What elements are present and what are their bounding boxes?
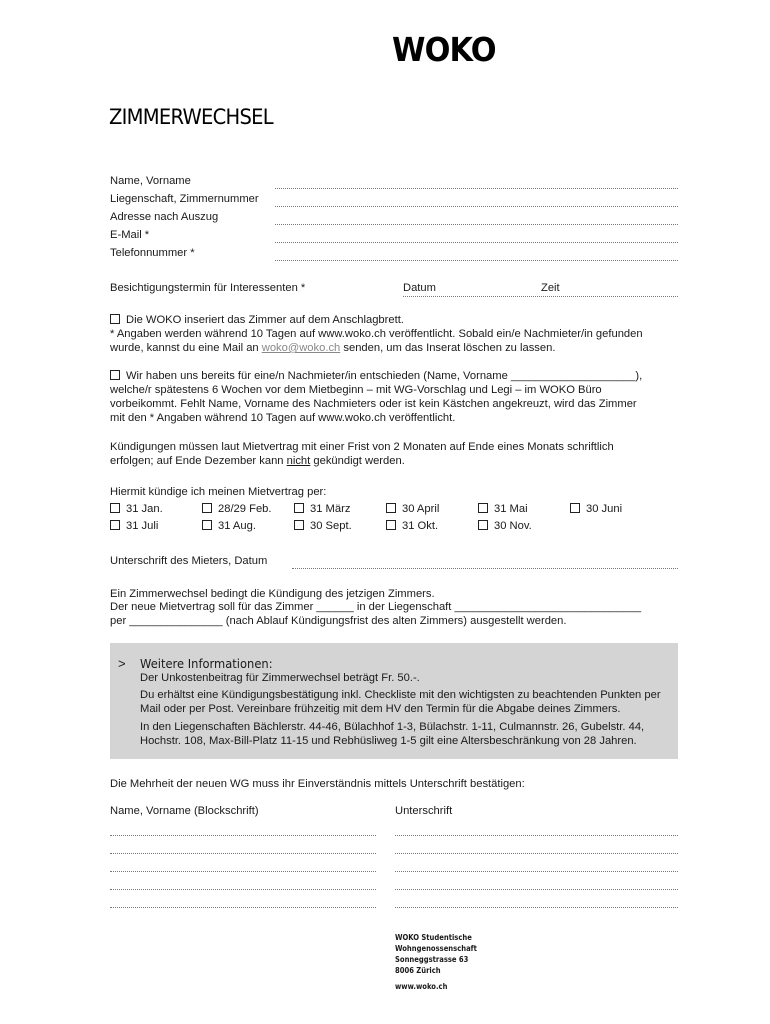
- arrow-icon: >: [118, 656, 126, 671]
- change-line2: Der neue Mietvertrag soll für das Zimmer ______ in der Liegenschaft ______________________________: [110, 601, 642, 613]
- roommate-name-line[interactable]: [110, 907, 376, 908]
- info-age-limit: In den Liegenschaften Bächlerstr. 44-46, Bülachhof 1-3, Bülachstr. 1-11, Culmannstr. 26, Gubelstr. 44, Hochstr. 108, Max-Bill-Platz 11-15 und Rebhüsliweg 1-5 gilt eine Altersbeschränkung von 28 Jahren.: [140, 721, 645, 747]
- footer-street: Sonneggstrasse 63: [395, 955, 469, 964]
- info-fee: Der Unkostenbeitrag für Zimmerwechsel beträgt Fr. 50.-.: [140, 672, 420, 684]
- termination-date-label: 30 April: [402, 503, 440, 515]
- label-signature: Unterschrift: [395, 805, 453, 817]
- info-confirmation: Du erhältst eine Kündigungsbestätigung inkl. Checkliste mit den wichtigsten zu beachtenden Punkten per Mail oder per Post. Vereinbare frühzeitig mit dem HV den Termin für die Abgabe deines Zimmers.: [140, 689, 661, 715]
- termination-option[interactable]: [294, 502, 350, 516]
- label-name-block: Name, Vorname (Blockschrift): [110, 805, 259, 817]
- option-woko-ad-line3-b: senden, um das Inserat löschen zu lassen.: [340, 342, 556, 354]
- field-address-line[interactable]: [275, 224, 678, 225]
- notice-line2-a: erfolgen; auf Ende Dezember kann: [110, 455, 287, 467]
- termination-option[interactable]: [570, 502, 622, 516]
- label-viewing: Besichtigungstermin für Interessenten *: [110, 282, 306, 294]
- checkbox[interactable]: [202, 503, 212, 513]
- email-link[interactable]: woko@woko.ch: [261, 342, 341, 354]
- option-successor-line2: welche/r spätestens 6 Wochen vor dem Mietbeginn – mit WG-Vorschlag und Legi – im WOKO Büro: [110, 384, 602, 396]
- termination-date-label: 30 Nov.: [494, 520, 532, 532]
- notice-line2-b: gekündigt werden.: [310, 455, 405, 467]
- roommate-signature-line[interactable]: [395, 907, 678, 908]
- label-property: Liegenschaft, Zimmernummer: [110, 193, 259, 205]
- checkbox[interactable]: [478, 520, 488, 530]
- checkbox[interactable]: [478, 503, 488, 513]
- termination-date-label: 31 Aug.: [218, 520, 256, 532]
- termination-date-label: 31 Mai: [494, 503, 528, 515]
- termination-date-label: 31 März: [310, 503, 351, 515]
- termination-option[interactable]: [478, 502, 528, 516]
- option-successor-line4: mit den * Angaben während 10 Tagen auf www.woko.ch veröffentlicht.: [110, 412, 456, 424]
- termination-option[interactable]: [202, 519, 256, 533]
- roommate-signature-line[interactable]: [395, 871, 678, 872]
- checkbox-woko-ad[interactable]: [110, 314, 120, 324]
- termination-option[interactable]: [386, 502, 439, 516]
- notice-line1: Kündigungen müssen laut Mietvertrag mit einer Frist von 2 Monaten auf Ende eines Monats schriftlich: [110, 441, 614, 453]
- termination-option[interactable]: [110, 519, 158, 533]
- termination-date-label: 28/29 Feb.: [218, 503, 272, 515]
- field-tenant-signature-line[interactable]: [292, 568, 678, 569]
- woko-logo: WOKO: [392, 30, 496, 69]
- option-woko-ad-line2: * Angaben werden während 10 Tagen auf www.woko.ch veröffentlicht. Sobald ein/e Nachmieter/in gefunden: [110, 328, 643, 340]
- termination-date-label: 30 Sept.: [310, 520, 352, 532]
- checkbox[interactable]: [294, 503, 304, 513]
- roommate-name-line[interactable]: [110, 853, 376, 854]
- label-address: Adresse nach Auszug: [110, 211, 219, 223]
- option-successor-line3: vorbeikommt. Fehlt Name, Vorname des Nachmieters oder ist kein Kästchen angekreuzt, wird das Zimmer: [110, 398, 637, 410]
- footer-city: 8006 Zürich: [395, 966, 441, 975]
- field-phone-line[interactable]: [275, 260, 678, 261]
- option-woko-ad-text: Die WOKO inseriert das Zimmer auf dem Anschlagbrett.: [126, 314, 404, 326]
- roommate-name-line[interactable]: [110, 835, 376, 836]
- termination-option[interactable]: [294, 519, 352, 533]
- label-tenant-signature: Unterschrift des Mieters, Datum: [110, 555, 268, 567]
- checkbox-successor[interactable]: [110, 370, 120, 380]
- label-phone: Telefonnummer *: [110, 247, 195, 259]
- info-title: Weitere Informationen:: [140, 656, 273, 671]
- checkbox[interactable]: [110, 520, 120, 530]
- field-property-line[interactable]: [275, 206, 678, 207]
- termination-date-label: 31 Juli: [126, 520, 159, 532]
- checkbox[interactable]: [386, 520, 396, 530]
- label-viewing-time: Zeit: [541, 282, 560, 294]
- label-viewing-date: Datum: [403, 282, 436, 294]
- footer-org-line2: Wohngenossenschaft: [395, 944, 477, 953]
- checkbox[interactable]: [570, 503, 580, 513]
- field-viewing-line[interactable]: [403, 296, 678, 297]
- option-woko-ad: [110, 313, 404, 327]
- page-title: ZIMMERWECHSEL: [109, 105, 273, 129]
- termination-date-label: 30 Juni: [586, 503, 623, 515]
- field-email-line[interactable]: [275, 242, 678, 243]
- change-line1: Ein Zimmerwechsel bedingt die Kündigung des jetzigen Zimmers.: [110, 588, 435, 600]
- termination-option[interactable]: [478, 519, 532, 533]
- termination-option[interactable]: [386, 519, 438, 533]
- termination-label: Hiermit kündige ich meinen Mietvertrag per:: [110, 486, 327, 498]
- notice-line2: [110, 454, 405, 468]
- notice-line2-underlined: nicht: [286, 455, 311, 467]
- label-name: Name, Vorname: [110, 175, 191, 187]
- termination-date-label: 31 Okt.: [402, 520, 439, 532]
- checkbox[interactable]: [294, 520, 304, 530]
- option-successor-text: Wir haben uns bereits für eine/n Nachmieter/in entschieden (Name, Vorname ____________________),: [126, 370, 643, 382]
- termination-option[interactable]: [202, 502, 272, 516]
- termination-option[interactable]: [110, 502, 163, 516]
- info-box: [110, 643, 678, 759]
- checkbox[interactable]: [202, 520, 212, 530]
- roommate-signature-line[interactable]: [395, 889, 678, 890]
- option-woko-ad-line3-a: wurde, kannst du eine Mail an: [110, 342, 262, 354]
- roommate-signature-line[interactable]: [395, 835, 678, 836]
- footer-org-line1: WOKO Studentische: [395, 933, 472, 942]
- roommate-name-line[interactable]: [110, 871, 376, 872]
- option-woko-ad-line3: [110, 341, 555, 355]
- footer-website[interactable]: www.woko.ch: [395, 982, 448, 991]
- option-successor: [110, 369, 642, 383]
- consent-text: Die Mehrheit der neuen WG muss ihr Einverständnis mittels Unterschrift bestätigen:: [110, 778, 525, 790]
- checkbox[interactable]: [110, 503, 120, 513]
- field-name-line[interactable]: [275, 188, 678, 189]
- label-email: E-Mail *: [110, 229, 150, 241]
- change-line3: per _______________ (nach Ablauf Kündigungsfrist des alten Zimmers) ausgestellt werden.: [110, 615, 567, 627]
- roommate-name-line[interactable]: [110, 889, 376, 890]
- checkbox[interactable]: [386, 503, 396, 513]
- roommate-signature-line[interactable]: [395, 853, 678, 854]
- termination-date-label: 31 Jan.: [126, 503, 163, 515]
